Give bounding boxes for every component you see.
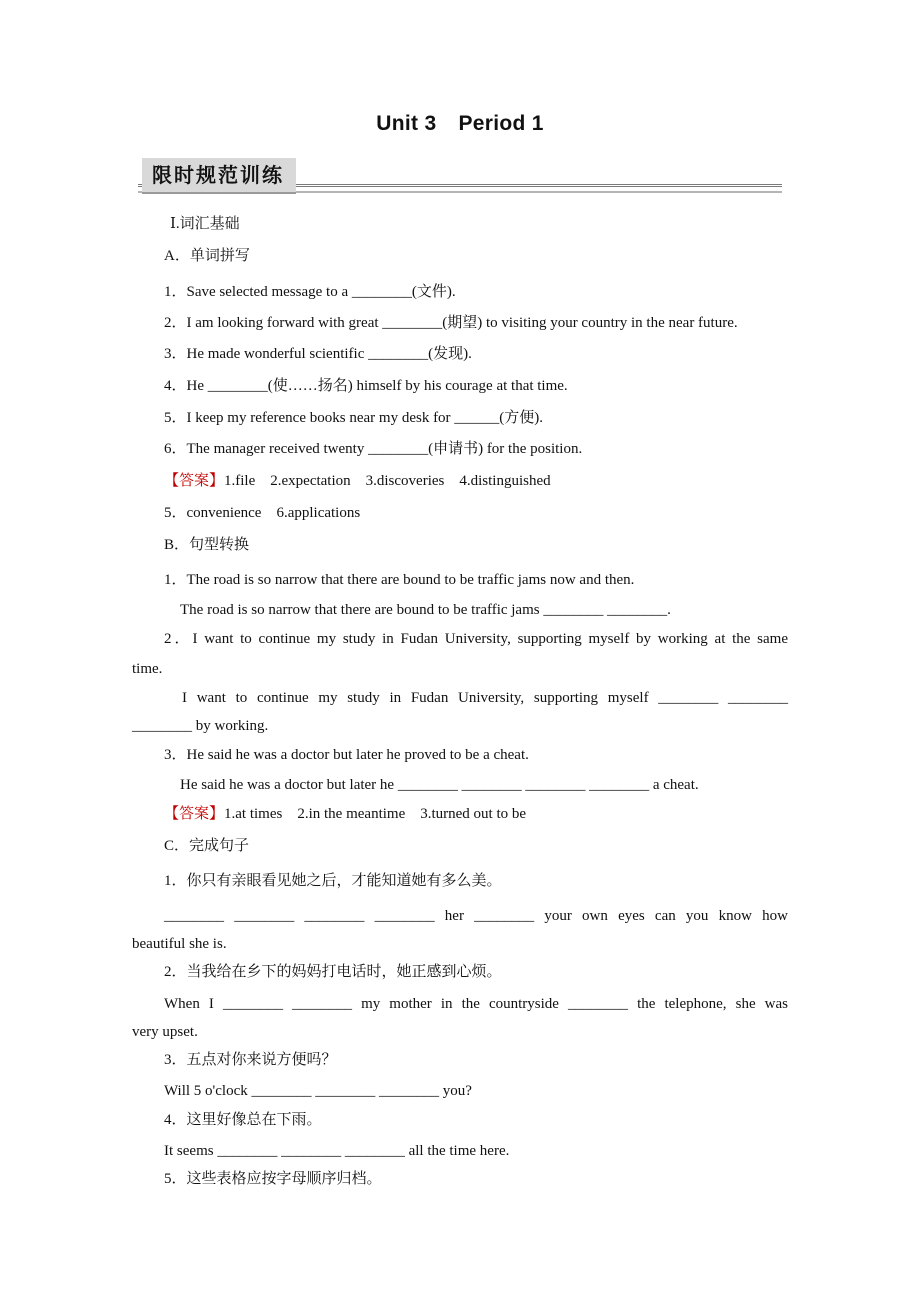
list-item: 3．He said he was a doctor but later he proved to be a cheat. bbox=[164, 747, 529, 763]
list-item: ________ ________ ________ ________ her ________ your own eyes can you know how bbox=[164, 908, 788, 924]
list-item: ________ by working. bbox=[132, 718, 269, 734]
answer-line bbox=[164, 471, 551, 491]
list-item: beautiful she is. bbox=[132, 936, 227, 952]
list-item: 2．当我给在乡下的妈妈打电话时，她正感到心烦。 bbox=[164, 964, 502, 980]
list-item: 5．这些表格应按字母顺序归档。 bbox=[164, 1171, 382, 1187]
list-item: 2．I am looking forward with great ________(期望) to visiting your country in the near future. bbox=[164, 315, 738, 331]
list-item: time. bbox=[132, 661, 163, 677]
list-item: The road is so narrow that there are bound to be traffic jams ________ ________. bbox=[180, 602, 671, 618]
part-b-heading: B．句型转换 bbox=[164, 537, 250, 553]
list-item: 1．Save selected message to a ________(文件). bbox=[164, 284, 456, 300]
list-item: 3．He made wonderful scientific ________(发现). bbox=[164, 346, 472, 362]
section-heading: Ⅰ.词汇基础 bbox=[170, 216, 240, 232]
page-title bbox=[0, 112, 920, 136]
answer-tag: 【答案】 bbox=[164, 473, 225, 489]
list-item: I want to continue my study in Fudan University, supporting myself ________ ________ bbox=[182, 690, 788, 706]
section-banner bbox=[138, 158, 782, 198]
list-item: It seems ________ ________ ________ all the time here. bbox=[164, 1143, 510, 1159]
list-item: 2．I want to continue my study in Fudan University, supporting myself by working at the same bbox=[164, 631, 788, 647]
unit-label: Unit 3 bbox=[376, 112, 437, 135]
answer-text: 1.file 2.expectation 3.discoveries 4.distinguished bbox=[224, 473, 551, 489]
list-item: He said he was a doctor but later he ________ ________ ________ ________ a cheat. bbox=[180, 777, 699, 793]
banner-label: 限时规范训练 bbox=[142, 158, 296, 194]
part-a-heading: A．单词拼写 bbox=[164, 248, 250, 264]
list-item: 6．The manager received twenty ________(申请书) for the position. bbox=[164, 441, 583, 457]
list-item: 1．The road is so narrow that there are bound to be traffic jams now and then. bbox=[164, 572, 635, 588]
list-item: very upset. bbox=[132, 1024, 198, 1040]
list-item: 4．这里好像总在下雨。 bbox=[164, 1112, 322, 1128]
list-item: 4．He ________(使……扬名) himself by his courage at that time. bbox=[164, 378, 568, 394]
answer-tag: 【答案】 bbox=[164, 806, 225, 822]
list-item: When I ________ ________ my mother in the countryside ________ the telephone, she was bbox=[164, 996, 788, 1012]
list-item: Will 5 o'clock ________ ________ ________ you? bbox=[164, 1083, 472, 1099]
list-item: 5．I keep my reference books near my desk for ______(方便). bbox=[164, 410, 544, 426]
period-label: Period 1 bbox=[458, 112, 544, 135]
list-item: 3．五点对你来说方便吗？ bbox=[164, 1052, 337, 1068]
answer-line: 5．convenience 6.applications bbox=[164, 505, 361, 521]
part-c-heading: C．完成句子 bbox=[164, 838, 250, 854]
list-item: 1．你只有亲眼看见她之后，才能知道她有多么美。 bbox=[164, 873, 502, 889]
answer-line bbox=[164, 804, 526, 824]
answer-text: 1.at times 2.in the meantime 3.turned out to be bbox=[224, 806, 527, 822]
